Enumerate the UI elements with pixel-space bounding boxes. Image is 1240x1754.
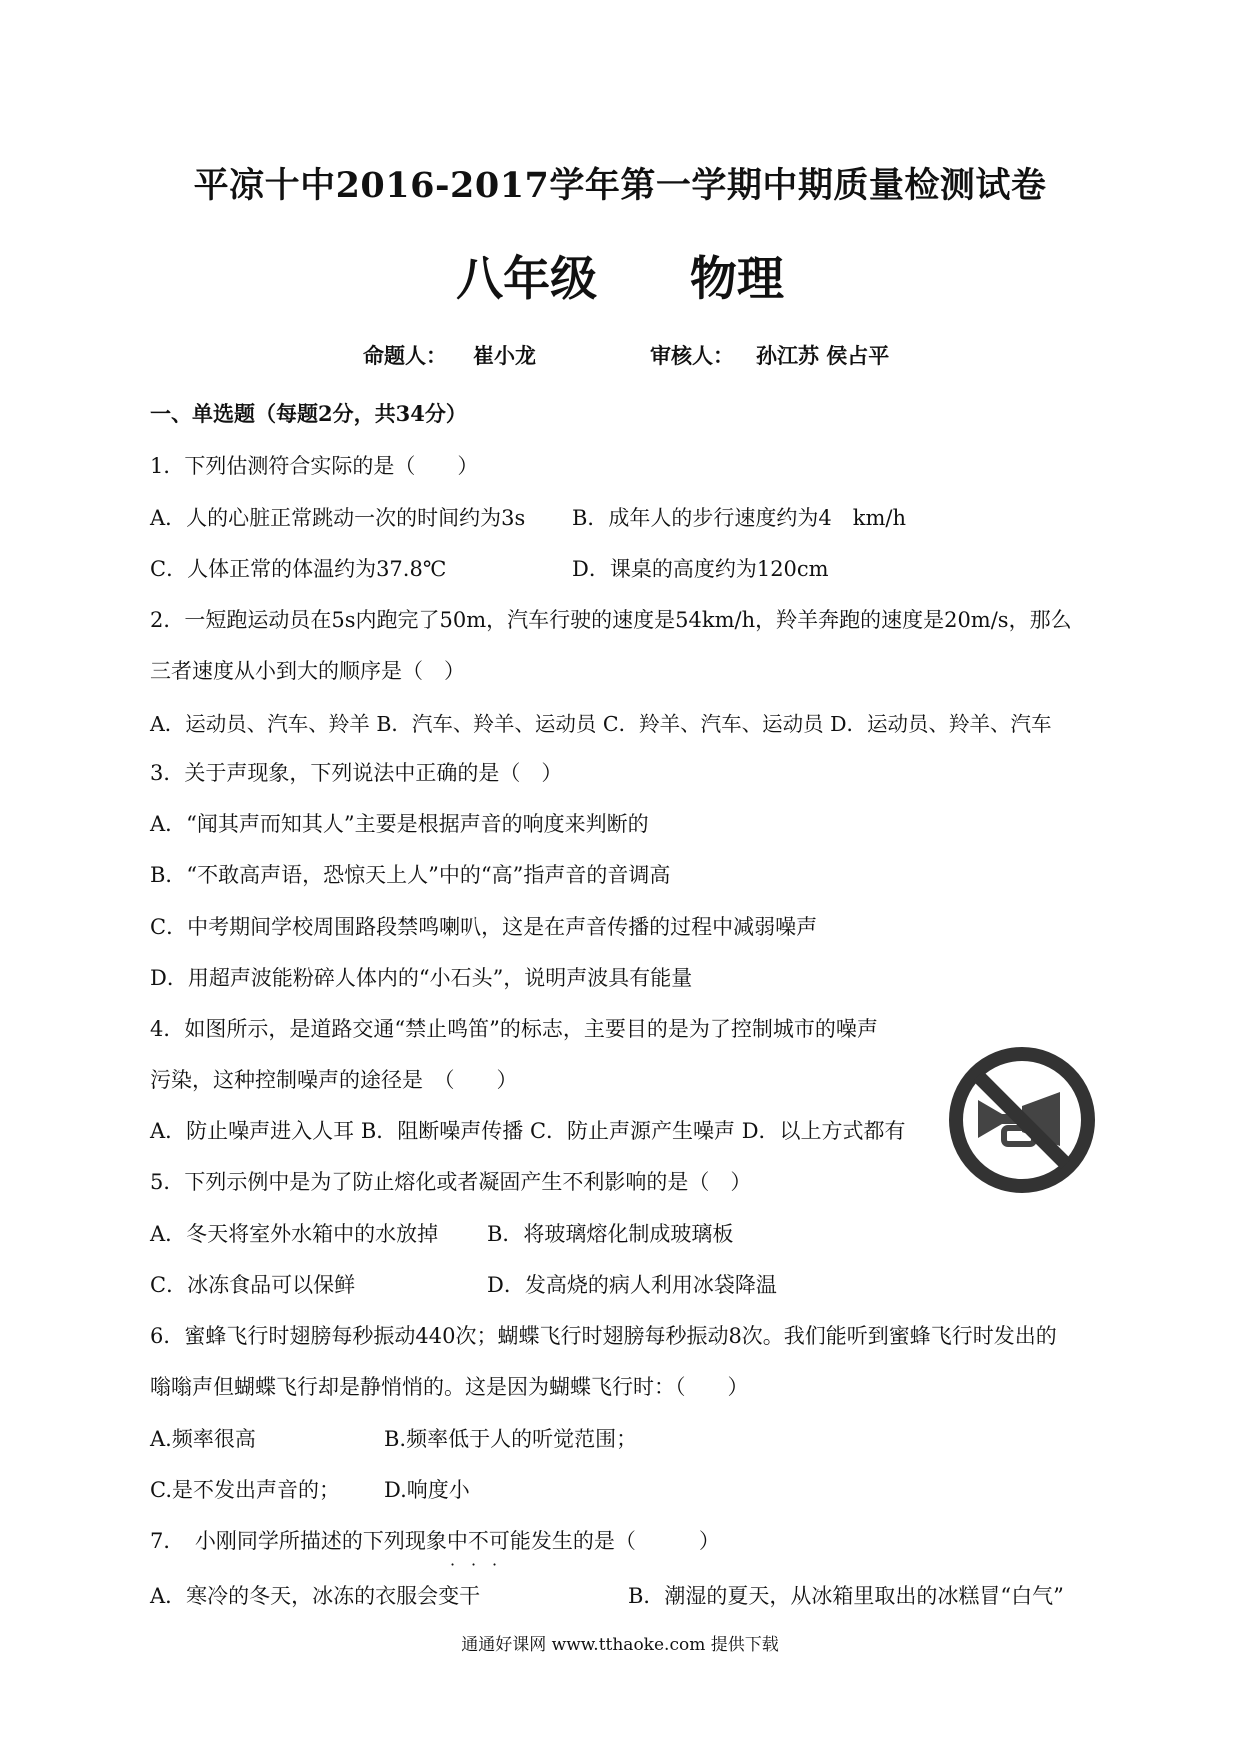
q2-stem-1: 2．一短跑运动员在5s内跑完了50m，汽车行驶的速度是54km/h，羚羊奔跑的速度是20m/s，那么 [150,608,1072,632]
q1-option-d: D．课桌的高度约为120cm [572,557,829,581]
q5-option-b: B．将玻璃熔化制成玻璃板 [487,1222,734,1246]
q5-option-a: A．冬天将室外水箱中的水放掉 [150,1222,439,1246]
reviewer-label: 审核人： [650,344,734,368]
q3-stem: 3．关于声现象，下列说法中正确的是（ ） [150,761,563,785]
q7-option-a: A．寒冷的冬天，冰冻的衣服会变干 [150,1584,481,1608]
q6-option-c: C.是不发出声音的； [150,1478,340,1502]
reviewer-names: 孙江苏 侯占平 [756,344,890,368]
grade-label: 八年级 [456,252,598,307]
q6-stem-2: 嗡嗡声但蝴蝶飞行却是静悄悄的。这是因为蝴蝶飞行时：（ ） [150,1375,749,1399]
q6-option-a: A.频率很高 [150,1427,256,1451]
q4-options: A．防止噪声进入人耳 B．阻断噪声传播 C．防止声源产生噪声 D．以上方式都有 [150,1119,906,1143]
q1-stem: 1．下列估测符合实际的是（ ） [150,454,479,478]
q1-option-c: C．人体正常的体温约为37.8℃ [150,557,447,581]
q1-option-b: B．成年人的步行速度约为4 km/h [572,506,907,530]
emphasis-dot: · [471,1555,477,1574]
q4-stem-2: 污染，这种控制噪声的途径是 （ ） [150,1068,518,1092]
q7-stem: 7． 小刚同学所描述的下列现象中不可能发生的是（ ） [150,1529,720,1553]
emphasis-dot: · [450,1555,456,1574]
q3-option-b: B．“不敢高声语，恐惊天上人”中的“高”指声音的音调高 [150,863,671,887]
q2-stem-2: 三者速度从小到大的顺序是（ ） [150,659,465,683]
q3-option-c: C．中考期间学校周围路段禁鸣喇叭，这是在声音传播的过程中减弱噪声 [150,915,818,939]
q5-stem: 5．下列示例中是为了防止熔化或者凝固产生不利影响的是（ ） [150,1170,752,1194]
no-horn-sign-icon [942,1040,1102,1200]
page-title: 平凉十中2016-2017学年第一学期中期质量检测试卷 [193,165,1047,206]
footer-text: 通通好课网 www.tthaoke.com 提供下载 [461,1635,779,1655]
subject-label: 物理 [689,252,784,307]
q4-stem-1: 4．如图所示，是道路交通“禁止鸣笛”的标志，主要目的是为了控制城市的噪声 [150,1017,878,1041]
section-heading: 一、单选题（每题2分，共34分） [150,401,467,426]
q7-option-b: B．潮湿的夏天，从冰箱里取出的冰糕冒“白气” [628,1584,1064,1608]
emphasis-dot: · [492,1555,498,1574]
author-label: 命题人： [363,344,447,368]
q2-options: A．运动员、汽车、羚羊 B．汽车、羚羊、运动员 C．羚羊、汽车、运动员 D．运动员、羚羊、汽车 [150,712,1052,736]
q3-option-a: A．“闻其声而知其人”主要是根据声音的响度来判断的 [150,812,649,836]
q3-option-d: D．用超声波能粉碎人体内的“小石头”，说明声波具有能量 [150,966,693,990]
q5-option-c: C．冰冻食品可以保鲜 [150,1273,356,1297]
q1-option-a: A．人的心脏正常跳动一次的时间约为3s [150,506,526,530]
q6-option-b: B.频率低于人的听觉范围； [384,1427,638,1451]
q6-option-d: D.响度小 [384,1478,470,1502]
grade-subject [0,242,1240,309]
author-name: 崔小龙 [473,344,536,368]
q6-stem-1: 6．蜜蜂飞行时翅膀每秒振动440次；蝴蝶飞行时翅膀每秒振动8次。我们能听到蜜蜂飞行时发出的 [150,1324,1057,1348]
q5-option-d: D．发高烧的病人利用冰袋降温 [487,1273,777,1297]
